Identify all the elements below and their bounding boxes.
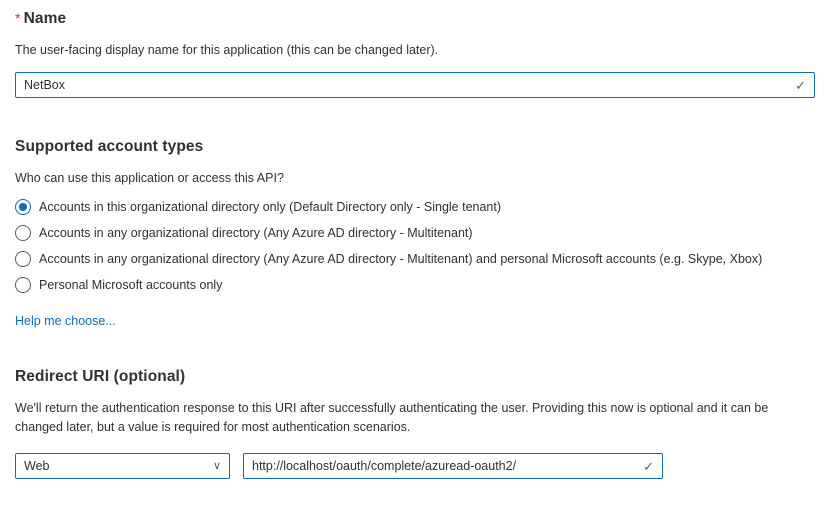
- name-section-title: [15, 10, 814, 28]
- redirect-uri-row: [15, 453, 814, 479]
- radio-icon: [15, 199, 31, 215]
- platform-select-value: Web: [24, 459, 50, 473]
- radio-icon: [15, 225, 31, 241]
- radio-label: Personal Microsoft accounts only: [39, 278, 223, 292]
- name-description: The user-facing display name for this application (this can be changed later).: [15, 43, 439, 57]
- account-types-radio-group: [15, 194, 814, 298]
- radio-label: Accounts in any organizational directory (Any Azure AD directory - Multitenant): [39, 226, 473, 240]
- radio-icon: [15, 251, 31, 267]
- account-types-question: Who can use this application or access this API?: [15, 171, 284, 185]
- name-input[interactable]: [24, 78, 789, 92]
- valid-check-icon: ✓: [795, 77, 806, 93]
- account-types-title: Supported account types: [15, 138, 204, 155]
- redirect-uri-input[interactable]: [252, 459, 637, 473]
- radio-icon: [15, 277, 31, 293]
- radio-single-tenant[interactable]: [15, 194, 814, 220]
- radio-multitenant[interactable]: [15, 220, 814, 246]
- name-field-wrapper: [15, 72, 815, 98]
- valid-check-icon: ✓: [643, 458, 654, 474]
- redirect-uri-title: Redirect URI (optional): [15, 368, 186, 385]
- chevron-down-icon: ∨: [212, 459, 221, 472]
- section-spacer: [15, 98, 814, 138]
- required-asterisk: *: [15, 10, 21, 26]
- name-label: Name: [23, 10, 67, 27]
- redirect-uri-description: We'll return the authentication response to this URI after successfully authenticating the user. Providing this now is optional and it can be changed later, but a value is required for most authentication scenarios.: [15, 401, 769, 434]
- radio-label: Accounts in any organizational directory (Any Azure AD directory - Multitenant) and personal Microsoft accounts (e.g. Skype, Xbox): [39, 252, 763, 266]
- radio-multitenant-personal[interactable]: [15, 246, 814, 272]
- uri-field-wrapper: [243, 453, 663, 479]
- radio-label: Accounts in this organizational directory only (Default Directory only - Single tenant): [39, 200, 502, 214]
- radio-personal-only[interactable]: [15, 272, 814, 298]
- platform-select[interactable]: [15, 453, 230, 479]
- help-me-choose-link[interactable]: Help me choose...: [15, 314, 116, 328]
